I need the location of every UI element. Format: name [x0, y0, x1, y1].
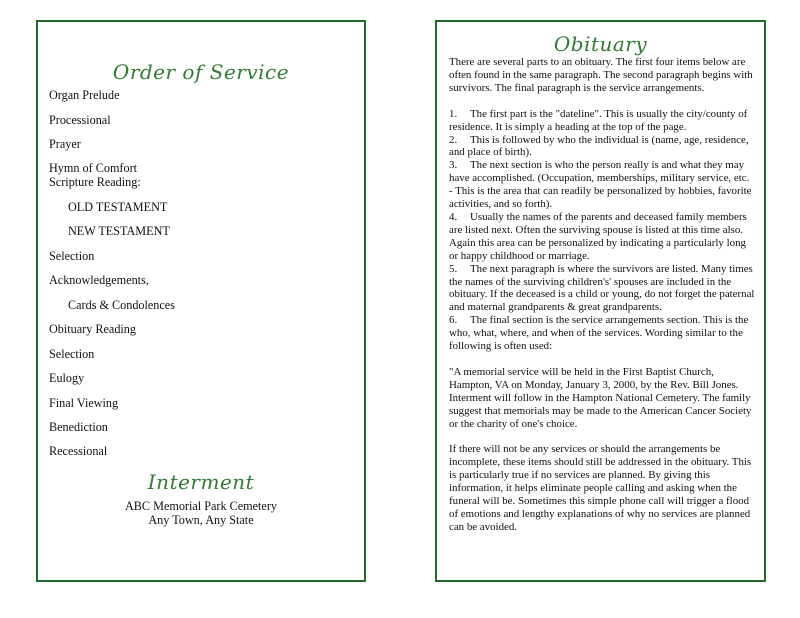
obituary-step [449, 159, 755, 211]
step-text: Usually the names of the parents and deceased family members are listed next. Often the surviving spouse is listed at this time also. Again this area can be personalized by indicating a particularly long or happy childhood or marriage. [449, 210, 747, 262]
obituary-closing: If there will not be any services or should the arrangements be incomplete, these items should still be addressed in the obituary. This is particularly true if no services are planned. By giving this information, it helps eliminate people calling and asking when the funeral will be. Sometimes this simple phone call will trigger a flood of emotions and lengthy explanations of why no services are planned can be avoided. [449, 443, 752, 533]
obituary-intro: There are several parts to an obituary. The first four items below are often found in the same paragraph. The second paragraph begins with survivors. The final paragraph is the service arrangements. [449, 56, 753, 94]
cemetery-location: Any Town, Any State [148, 513, 254, 527]
interment-title: Interment [147, 470, 255, 494]
service-item: Processional [49, 112, 111, 127]
service-item: Final Viewing [49, 395, 119, 410]
step-text: This is followed by who the individual is (name, age, residence, and place of birth). [449, 133, 749, 159]
service-item: Selection [49, 248, 95, 263]
service-item: Obituary Reading [49, 322, 136, 336]
interment-location [38, 499, 364, 527]
service-item: Selection [49, 346, 95, 361]
order-of-service-panel [36, 20, 366, 582]
service-item: Organ Prelude [49, 88, 120, 102]
step-number: 5. [449, 262, 458, 275]
service-item: Hymn of Comfort [49, 161, 138, 175]
step-text: The first part is the "dateline". This is usually the city/county of residence. It is simply a heading at the top of the page. [449, 107, 748, 133]
cemetery-name: ABC Memorial Park Cemetery [125, 499, 277, 513]
step-number: 4. [449, 210, 458, 223]
obituary-step [449, 263, 755, 315]
obituary-step [449, 134, 755, 160]
service-item: Benediction [49, 419, 108, 434]
service-item: Eulogy [49, 371, 85, 385]
service-item: NEW TESTAMENT [68, 224, 170, 238]
step-number: 3. [449, 159, 458, 172]
obituary-step [449, 108, 755, 134]
obituary-panel [435, 20, 766, 582]
obituary-step [449, 211, 755, 263]
service-item: OLD TESTAMENT [68, 200, 168, 214]
service-item: Prayer [49, 137, 81, 151]
step-number: 1. [449, 107, 458, 120]
step-text: The next paragraph is where the survivors are listed. Many times the names of the surviving children's' spouses are included in the obituary. If the deceased is a child or young, do not forget the paternal and maternal grandparents & great grandparents. [449, 262, 755, 314]
step-text: The final section is the service arrangements section. This is the who, what, where, and when of the services. Wording similar to the following is often used: [449, 314, 749, 353]
step-number: 6. [449, 314, 458, 327]
service-item: Cards & Condolences [68, 297, 175, 312]
obituary-step [449, 314, 755, 353]
obituary-title: Obituary [553, 32, 648, 56]
order-of-service-title: Order of Service [112, 60, 290, 84]
obituary-example: "A memorial service will be held in the First Baptist Church, Hampton, VA on Monday, January 3, 2000, by the Rev. Bill Jones. Interment will follow in the Hampton National Cemetery. The family suggest that memorials may be made to the American Cancer Society or the charity of one's choice. [449, 365, 752, 430]
service-item: Recessional [49, 444, 108, 458]
step-text: The next section is who the person really is and what they may have accomplished. (Occupation, memberships, military service, etc. - This is the area that can readily be personalized by hobbies, favorite activities, and so forth). [449, 159, 752, 211]
step-number: 2. [449, 133, 458, 146]
service-item: Acknowledgements, [49, 273, 149, 287]
obituary-body [449, 56, 755, 534]
service-item: Scripture Reading: [49, 175, 141, 189]
